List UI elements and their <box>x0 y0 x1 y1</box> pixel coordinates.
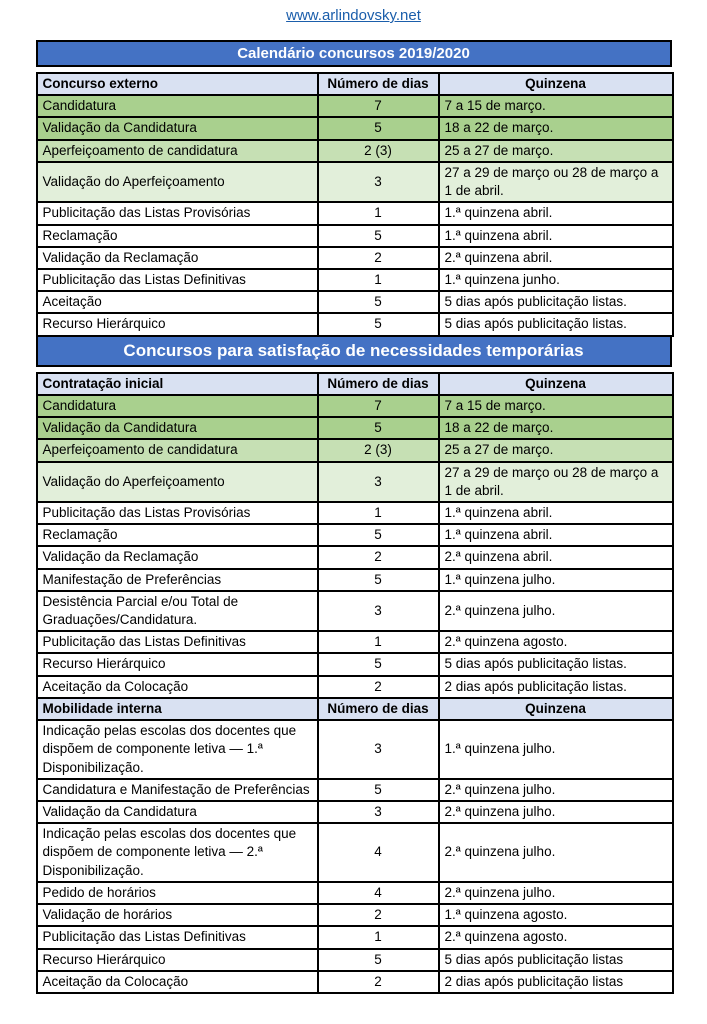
column-header-quinzena: Quinzena <box>439 373 673 395</box>
column-header-days: Número de dias <box>318 698 439 720</box>
column-header-quinzena: Quinzena <box>439 73 673 95</box>
phase-cell: Pedido de horários <box>37 882 318 904</box>
days-cell: 5 <box>318 653 439 675</box>
days-cell: 5 <box>318 524 439 546</box>
table-row <box>37 140 673 162</box>
quinzena-cell: 5 dias após publicitação listas. <box>439 291 673 313</box>
phase-cell: Manifestação de Preferências <box>37 569 318 591</box>
days-cell: 3 <box>318 591 439 631</box>
table-row <box>37 247 673 269</box>
days-cell: 2 <box>318 247 439 269</box>
table-row <box>37 117 673 139</box>
quinzena-cell: 2.ª quinzena julho. <box>439 591 673 631</box>
table-row <box>37 631 673 653</box>
quinzena-cell: 1.ª quinzena junho. <box>439 269 673 291</box>
table-row <box>37 591 673 631</box>
column-header-phase: Mobilidade interna <box>37 698 318 720</box>
phase-cell: Publicitação das Listas Definitivas <box>37 269 318 291</box>
phase-cell: Validação do Aperfeiçoamento <box>37 462 318 502</box>
phase-cell: Aperfeiçoamento de candidatura <box>37 140 318 162</box>
quinzena-cell: 1.ª quinzena abril. <box>439 225 673 247</box>
quinzena-cell: 27 a 29 de março ou 28 de março a 1 de abril. <box>439 462 673 502</box>
phase-cell: Aceitação da Colocação <box>37 971 318 993</box>
table-row <box>37 801 673 823</box>
phase-cell: Aceitação da Colocação <box>37 676 318 698</box>
phase-cell: Validação da Candidatura <box>37 417 318 439</box>
table-row <box>37 926 673 948</box>
days-cell: 1 <box>318 269 439 291</box>
phase-cell: Validação de horários <box>37 904 318 926</box>
days-cell: 3 <box>318 162 439 202</box>
phase-cell: Candidatura <box>37 95 318 117</box>
days-cell: 5 <box>318 313 439 335</box>
quinzena-cell: 1.ª quinzena abril. <box>439 524 673 546</box>
quinzena-cell: 2 dias após publicitação listas <box>439 971 673 993</box>
column-header-quinzena: Quinzena <box>439 698 673 720</box>
phase-cell: Indicação pelas escolas dos docentes que dispõem de componente letiva — 2.ª Disponibilização. <box>37 823 318 882</box>
quinzena-cell: 27 a 29 de março ou 28 de março a 1 de abril. <box>439 162 673 202</box>
section-header-row <box>37 373 673 395</box>
document-body <box>36 40 672 994</box>
quinzena-cell: 2.ª quinzena julho. <box>439 882 673 904</box>
quinzena-cell: 1.ª quinzena abril. <box>439 502 673 524</box>
phase-cell: Recurso Hierárquico <box>37 313 318 335</box>
days-cell: 2 <box>318 971 439 993</box>
quinzena-cell: 1.ª quinzena julho. <box>439 720 673 779</box>
column-header-phase: Concurso externo <box>37 73 318 95</box>
quinzena-cell: 25 a 27 de março. <box>439 140 673 162</box>
table-row <box>37 439 673 461</box>
table-row <box>37 569 673 591</box>
days-cell: 1 <box>318 926 439 948</box>
quinzena-cell: 2.ª quinzena julho. <box>439 779 673 801</box>
phase-cell: Recurso Hierárquico <box>37 949 318 971</box>
table-row <box>37 202 673 224</box>
days-cell: 5 <box>318 417 439 439</box>
quinzena-cell: 1.ª quinzena julho. <box>439 569 673 591</box>
quinzena-cell: 18 a 22 de março. <box>439 417 673 439</box>
calendar-table-temporary-needs <box>36 372 674 994</box>
phase-cell: Reclamação <box>37 225 318 247</box>
table-row <box>37 882 673 904</box>
table-row <box>37 720 673 779</box>
table-row <box>37 417 673 439</box>
table-row <box>37 653 673 675</box>
quinzena-cell: 2 dias após publicitação listas. <box>439 676 673 698</box>
days-cell: 5 <box>318 291 439 313</box>
phase-cell: Aperfeiçoamento de candidatura <box>37 439 318 461</box>
table-row <box>37 95 673 117</box>
table-row <box>37 779 673 801</box>
phase-cell: Recurso Hierárquico <box>37 653 318 675</box>
phase-cell: Publicitação das Listas Definitivas <box>37 631 318 653</box>
section-header-row <box>37 698 673 720</box>
table-row <box>37 823 673 882</box>
days-cell: 4 <box>318 882 439 904</box>
days-cell: 5 <box>318 569 439 591</box>
quinzena-cell: 18 a 22 de março. <box>439 117 673 139</box>
table2-banner: Concursos para satisfação de necessidades temporárias <box>36 335 672 367</box>
days-cell: 3 <box>318 462 439 502</box>
table-row <box>37 291 673 313</box>
quinzena-cell: 1.ª quinzena abril. <box>439 202 673 224</box>
column-header-phase: Contratação inicial <box>37 373 318 395</box>
phase-cell: Validação do Aperfeiçoamento <box>37 162 318 202</box>
phase-cell: Publicitação das Listas Definitivas <box>37 926 318 948</box>
website-link[interactable]: www.arlindovsky.net <box>286 7 421 24</box>
days-cell: 7 <box>318 395 439 417</box>
calendar-table-external <box>36 72 674 337</box>
days-cell: 1 <box>318 631 439 653</box>
table-row <box>37 269 673 291</box>
phase-cell: Validação da Reclamação <box>37 247 318 269</box>
days-cell: 7 <box>318 95 439 117</box>
table-row <box>37 225 673 247</box>
phase-cell: Publicitação das Listas Provisórias <box>37 502 318 524</box>
table-row <box>37 502 673 524</box>
table1-banner: Calendário concursos 2019/2020 <box>36 40 672 67</box>
days-cell: 1 <box>318 502 439 524</box>
table-row <box>37 904 673 926</box>
days-cell: 2 <box>318 546 439 568</box>
phase-cell: Aceitação <box>37 291 318 313</box>
days-cell: 1 <box>318 202 439 224</box>
quinzena-cell: 2.ª quinzena julho. <box>439 801 673 823</box>
phase-cell: Candidatura <box>37 395 318 417</box>
table-row <box>37 162 673 202</box>
quinzena-cell: 1.ª quinzena agosto. <box>439 904 673 926</box>
table-row <box>37 971 673 993</box>
column-header-days: Número de dias <box>318 373 439 395</box>
quinzena-cell: 25 a 27 de março. <box>439 439 673 461</box>
header-link-row <box>0 0 707 24</box>
table-row <box>37 395 673 417</box>
table-row <box>37 949 673 971</box>
days-cell: 2 <box>318 904 439 926</box>
quinzena-cell: 7 a 15 de março. <box>439 395 673 417</box>
table-row <box>37 546 673 568</box>
table-row <box>37 524 673 546</box>
days-cell: 5 <box>318 779 439 801</box>
days-cell: 5 <box>318 117 439 139</box>
column-header-days: Número de dias <box>318 73 439 95</box>
phase-cell: Validação da Reclamação <box>37 546 318 568</box>
table-body <box>37 373 673 993</box>
days-cell: 5 <box>318 225 439 247</box>
phase-cell: Indicação pelas escolas dos docentes que dispõem de componente letiva — 1.ª Disponibilização. <box>37 720 318 779</box>
days-cell: 5 <box>318 949 439 971</box>
phase-cell: Publicitação das Listas Provisórias <box>37 202 318 224</box>
phase-cell: Validação da Candidatura <box>37 117 318 139</box>
days-cell: 4 <box>318 823 439 882</box>
quinzena-cell: 2.ª quinzena abril. <box>439 247 673 269</box>
table-row <box>37 676 673 698</box>
phase-cell: Candidatura e Manifestação de Preferências <box>37 779 318 801</box>
quinzena-cell: 2.ª quinzena agosto. <box>439 631 673 653</box>
quinzena-cell: 7 a 15 de março. <box>439 95 673 117</box>
days-cell: 2 <box>318 676 439 698</box>
table-row <box>37 313 673 335</box>
days-cell: 2 (3) <box>318 439 439 461</box>
quinzena-cell: 2.ª quinzena julho. <box>439 823 673 882</box>
table-row <box>37 462 673 502</box>
quinzena-cell: 5 dias após publicitação listas. <box>439 653 673 675</box>
days-cell: 3 <box>318 801 439 823</box>
section-header-row <box>37 73 673 95</box>
days-cell: 3 <box>318 720 439 779</box>
phase-cell: Validação da Candidatura <box>37 801 318 823</box>
phase-cell: Reclamação <box>37 524 318 546</box>
days-cell: 2 (3) <box>318 140 439 162</box>
quinzena-cell: 2.ª quinzena abril. <box>439 546 673 568</box>
quinzena-cell: 5 dias após publicitação listas <box>439 949 673 971</box>
quinzena-cell: 5 dias após publicitação listas. <box>439 313 673 335</box>
phase-cell: Desistência Parcial e/ou Total de Graduações/Candidatura. <box>37 591 318 631</box>
table-body <box>37 73 673 336</box>
quinzena-cell: 2.ª quinzena agosto. <box>439 926 673 948</box>
